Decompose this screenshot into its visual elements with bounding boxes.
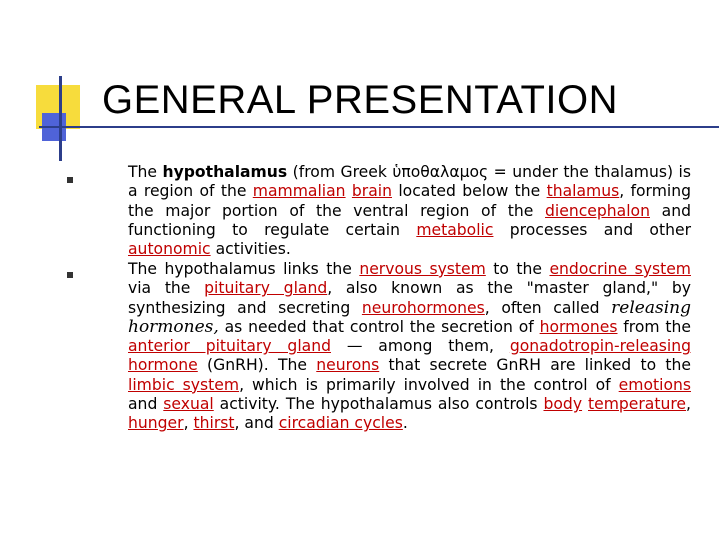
text-span: as needed that control the secretion of xyxy=(218,317,540,336)
italic-term: releasing hormones, xyxy=(128,297,691,337)
link-emotions[interactable]: emotions xyxy=(618,375,691,394)
text-span: , also known as the "master gland," by synthesizing and secreting xyxy=(128,279,691,317)
text-span: to the xyxy=(485,260,550,278)
text-span: and xyxy=(128,395,164,414)
text-span: , and xyxy=(234,414,279,433)
text-span: . xyxy=(402,414,408,433)
text-span: activity. The hypothalamus also controls xyxy=(213,395,544,414)
text-span: — among them, xyxy=(331,337,510,356)
link-nervous-system[interactable]: nervous system xyxy=(359,260,486,278)
text-span: The hypothalamus links the xyxy=(128,260,360,278)
link-autonomic[interactable]: autonomic xyxy=(128,240,211,259)
bullet-paragraph-2 xyxy=(128,260,691,434)
text-span: (GnRH). The xyxy=(197,356,317,375)
link-thirst[interactable]: thirst xyxy=(193,414,235,433)
link-body[interactable]: body xyxy=(543,395,583,414)
link-mammalian[interactable]: mammalian xyxy=(252,182,346,201)
link-circadian-cycles[interactable]: circadian cycles xyxy=(278,414,403,433)
bullet-paragraph-1 xyxy=(128,163,691,259)
link-endocrine-system[interactable]: endocrine system xyxy=(549,260,691,278)
link-diencephalon[interactable]: diencephalon xyxy=(545,201,650,220)
bold-term: hypothalamus xyxy=(162,163,288,181)
text-span: from the xyxy=(617,317,691,336)
link-thalamus[interactable]: thalamus xyxy=(546,182,620,201)
slide-title: GENERAL PRESENTATION xyxy=(102,78,619,122)
link-gnrh[interactable]: gonadotropin-releasing hormone xyxy=(128,337,691,375)
link-hunger[interactable]: hunger xyxy=(128,414,184,433)
text-span: activities. xyxy=(210,240,291,259)
link-metabolic[interactable]: metabolic xyxy=(416,220,494,239)
link-temperature[interactable]: temperature xyxy=(588,395,687,414)
text-span: , forming the major portion of the ventral region of the xyxy=(128,182,691,220)
link-anterior-pituitary-gland[interactable]: anterior pituitary gland xyxy=(128,337,331,356)
link-sexual[interactable]: sexual xyxy=(163,395,214,414)
bullet-marker xyxy=(67,177,73,183)
text-span: that secrete GnRH are linked to the xyxy=(379,356,691,375)
text-span: located below the xyxy=(392,182,547,201)
text-span: , which is primarily involved in the control of xyxy=(239,375,619,394)
link-hormones[interactable]: hormones xyxy=(539,317,618,336)
decor-vertical-line xyxy=(59,76,62,161)
text-span: processes and other xyxy=(493,220,691,239)
text-span: via the xyxy=(128,279,205,298)
text-span: , xyxy=(686,395,691,414)
link-neurohormones[interactable]: neurohormones xyxy=(361,298,485,317)
bullet-marker xyxy=(67,272,73,278)
link-neurons[interactable]: neurons xyxy=(316,356,380,375)
text-span: The xyxy=(128,163,163,181)
decor-horizontal-rule xyxy=(39,126,719,128)
text-span: and functioning to regulate certain xyxy=(128,201,691,239)
link-limbic-system[interactable]: limbic system xyxy=(128,375,240,394)
link-pituitary-gland[interactable]: pituitary gland xyxy=(204,279,328,298)
text-span: , xyxy=(183,414,194,433)
link-brain[interactable]: brain xyxy=(351,182,392,201)
text-span: (from Greek ὑποθαλαμος = under the thalamus) is a region of the xyxy=(128,163,691,201)
text-span: , often called xyxy=(484,298,612,317)
